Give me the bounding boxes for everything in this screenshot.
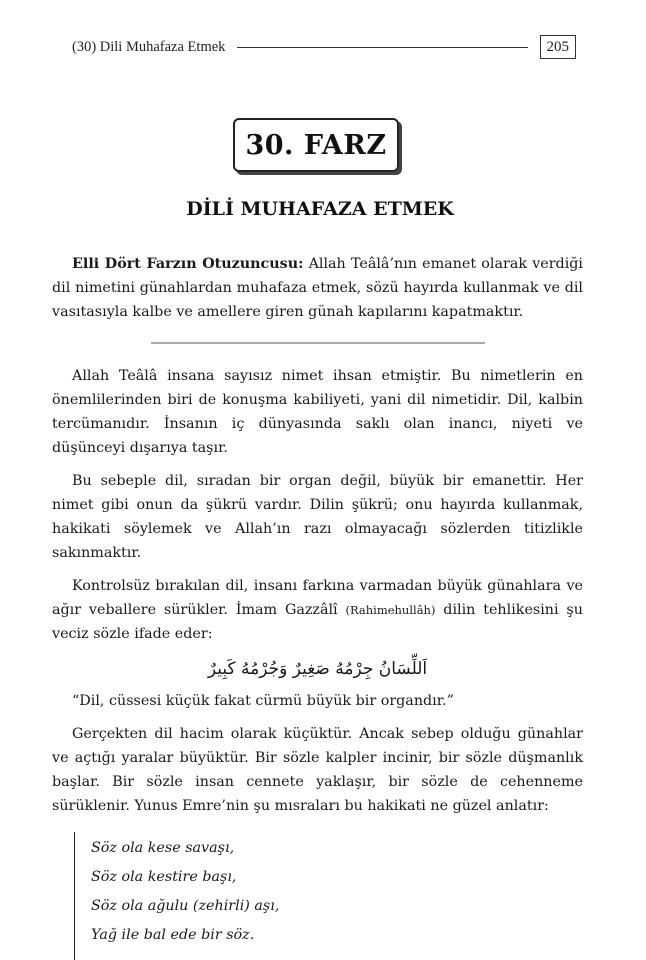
page-body bbox=[52, 252, 583, 960]
intro-lead: Elli Dört Farzın Otuzuncusu: bbox=[72, 256, 304, 272]
quote-translation: “Dil, cüssesi küçük fakat cürmü büyük bir organdır.” bbox=[72, 693, 454, 709]
paragraph-4: Gerçekten dil hacim olarak küçüktür. Ancak sebep olduğu günahlar ve açtığı yaralar büyüktür. Bir sözle kalpler incinir, bir sözle düşmanlık başlar. Bir sözle insan cennete yaklaşır, bir sözle de cehenneme sürüklenir. Yunus Emre’nin şu mısraları bu hakikati ne güzel anlatır: bbox=[52, 726, 583, 814]
poem-block bbox=[74, 832, 583, 960]
paragraph-3-before: Kontrolsüz bırakılan dil, insanı farkına varmadan büyük günahlara ve ağır veballere sürükler. İmam Gazzâlî bbox=[52, 578, 583, 618]
intro-text: Allah Teâlâ’nın emanet olarak verdiği dil nimetini günahlardan muhafaza etmek, sözü hayırda kullanmak ve dil vasıtasıyla kalbe ve amellere giren günah kapılarını kapatmaktır. bbox=[52, 256, 584, 320]
running-header-title: (30) Dili Muhafaza Etmek bbox=[72, 38, 226, 55]
poem-line: Söz ola kestire başı, bbox=[91, 869, 237, 885]
poem-line: Söz ola kese savaşı, bbox=[91, 840, 235, 856]
paragraph-2: Bu sebeple dil, sıradan bir organ değil, büyük bir emanettir. Her nimet gibi onun da şükrü vardır. Dilin şükrü; onu hayırda kullanmak, hakikati söylemek ve Allah’ın razı olmayacağı sözlerden titizlikle sakınmaktır. bbox=[52, 473, 583, 561]
poem-line: Yağ ile bal ede bir söz. bbox=[91, 927, 255, 943]
poem-line: Söz ola ağulu (zehirli) aşı, bbox=[91, 898, 280, 914]
intro-paragraph bbox=[52, 252, 583, 324]
header-rule bbox=[237, 47, 527, 48]
section-divider bbox=[151, 342, 485, 344]
running-header bbox=[72, 34, 576, 60]
paragraph-3-after: dilin tehlikesini şu veciz sözle ifade eder: bbox=[52, 602, 583, 642]
chapter-number-box: 30. FARZ bbox=[233, 118, 399, 172]
paragraph-3 bbox=[52, 574, 583, 646]
chapter-title: DİLİ MUHAFAZA ETMEK bbox=[186, 198, 454, 220]
arabic-quote: اَللِّسَانُ جِرْمُهُ صَغِيرٌ وَجُرْمُهُ كَبِيرٌ bbox=[207, 659, 428, 679]
page-number: 205 bbox=[540, 35, 577, 59]
paragraph-1: Allah Teâlâ insana sayısız nimet ihsan etmiştir. Bu nimetlerin en önemlilerinden biri de konuşma kabiliyeti, yani dil nimetidir. Dil, kalbin tercümanıdır. İnsanın iç dünyasında saklı olan inancı, niyeti ve düşünceyi dışarıya taşır. bbox=[52, 368, 583, 456]
honorific: (Rahimehullâh) bbox=[345, 603, 436, 617]
